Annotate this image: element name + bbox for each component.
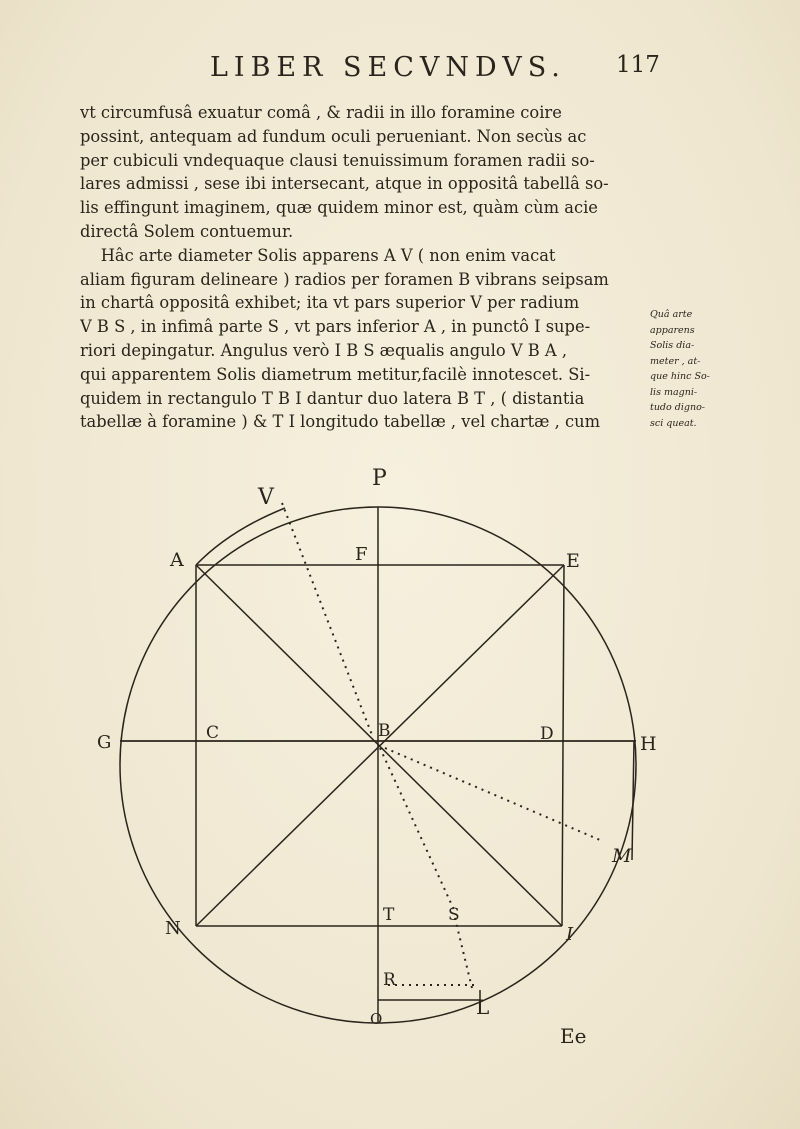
label-I: I bbox=[566, 924, 574, 945]
marginal-line: tudo digno- bbox=[650, 402, 706, 413]
label-D: D bbox=[540, 724, 554, 744]
text-line: Hâc arte diameter Solis apparens A V ( non enim vacat bbox=[80, 245, 556, 265]
text-line: riori depingatur. Angulus verò I B S æqualis angulo V B A , bbox=[80, 340, 568, 360]
text-line: lares admissi , sese ibi intersecant, atque in oppositâ tabellâ so- bbox=[80, 174, 609, 194]
catchword: Ee bbox=[560, 1024, 587, 1048]
marginal-line: que hinc So- bbox=[650, 371, 710, 382]
text-line: in chartâ oppositâ exhibet; ita vt pars superior V per radium bbox=[80, 293, 580, 313]
label-A: A bbox=[170, 549, 184, 571]
marginal-line: lis magni- bbox=[650, 386, 698, 398]
label-P: P bbox=[372, 466, 387, 491]
label-V: V bbox=[258, 485, 274, 510]
marginal-line: sci queat. bbox=[650, 417, 697, 429]
rect-right-side bbox=[562, 565, 564, 926]
ray-S-L bbox=[455, 918, 472, 988]
text-line: vt circumfusâ exuatur comâ , & radii in illo foramine coire bbox=[80, 103, 562, 122]
label-C: C bbox=[206, 723, 220, 743]
marginal-line: Quâ arte bbox=[650, 309, 693, 320]
text-line: aliam figuram delineare ) radios per foramen B vibrans seipsam bbox=[80, 269, 609, 289]
marginal-line: meter , at- bbox=[650, 355, 701, 367]
text-line: tabellæ à foramine ) & T I longitudo tabellæ , vel chartæ , cum bbox=[80, 412, 601, 432]
text-line: directâ Solem contuemur. bbox=[80, 221, 294, 241]
ray-VB bbox=[282, 503, 372, 735]
label-B: B bbox=[378, 721, 391, 741]
label-E: E bbox=[566, 550, 580, 572]
line-H-M bbox=[632, 741, 634, 860]
arc-AV bbox=[196, 508, 285, 565]
text-line: lis effingunt imaginem, quæ quidem minor est, quàm cùm acie bbox=[80, 198, 598, 218]
label-S: S bbox=[448, 905, 460, 925]
marginal-line: apparens bbox=[650, 324, 695, 336]
label-R: R bbox=[383, 970, 396, 990]
text-line: qui apparentem Solis diametrum metitur,facilè innotescet. Si- bbox=[80, 364, 591, 384]
ray-BM bbox=[385, 748, 600, 840]
label-L: L bbox=[476, 995, 490, 1019]
label-G: G bbox=[97, 732, 112, 753]
label-F: F bbox=[355, 544, 368, 565]
label-N: N bbox=[165, 918, 181, 939]
page-number: 117 bbox=[616, 52, 660, 78]
running-head: LIBER SECVNDVS. bbox=[210, 52, 566, 83]
text-line: quidem in rectangulo T B I dantur duo latera B T , ( distantia bbox=[80, 388, 585, 408]
label-T: T bbox=[383, 905, 395, 925]
text-line: V B S , in infimâ parte S , vt pars inferior A , in punctô I supe- bbox=[80, 317, 591, 337]
marginal-line: Solis dia- bbox=[650, 340, 695, 351]
label-M: M bbox=[612, 845, 632, 867]
text-line: per cubiculi vndequaque clausi tenuissimum foramen radii so- bbox=[80, 150, 595, 170]
label-O: O bbox=[370, 1010, 383, 1028]
text-line: possint, antequam ad fundum oculi perueniant. Non secùs ac bbox=[80, 126, 587, 146]
label-H: H bbox=[640, 733, 657, 755]
